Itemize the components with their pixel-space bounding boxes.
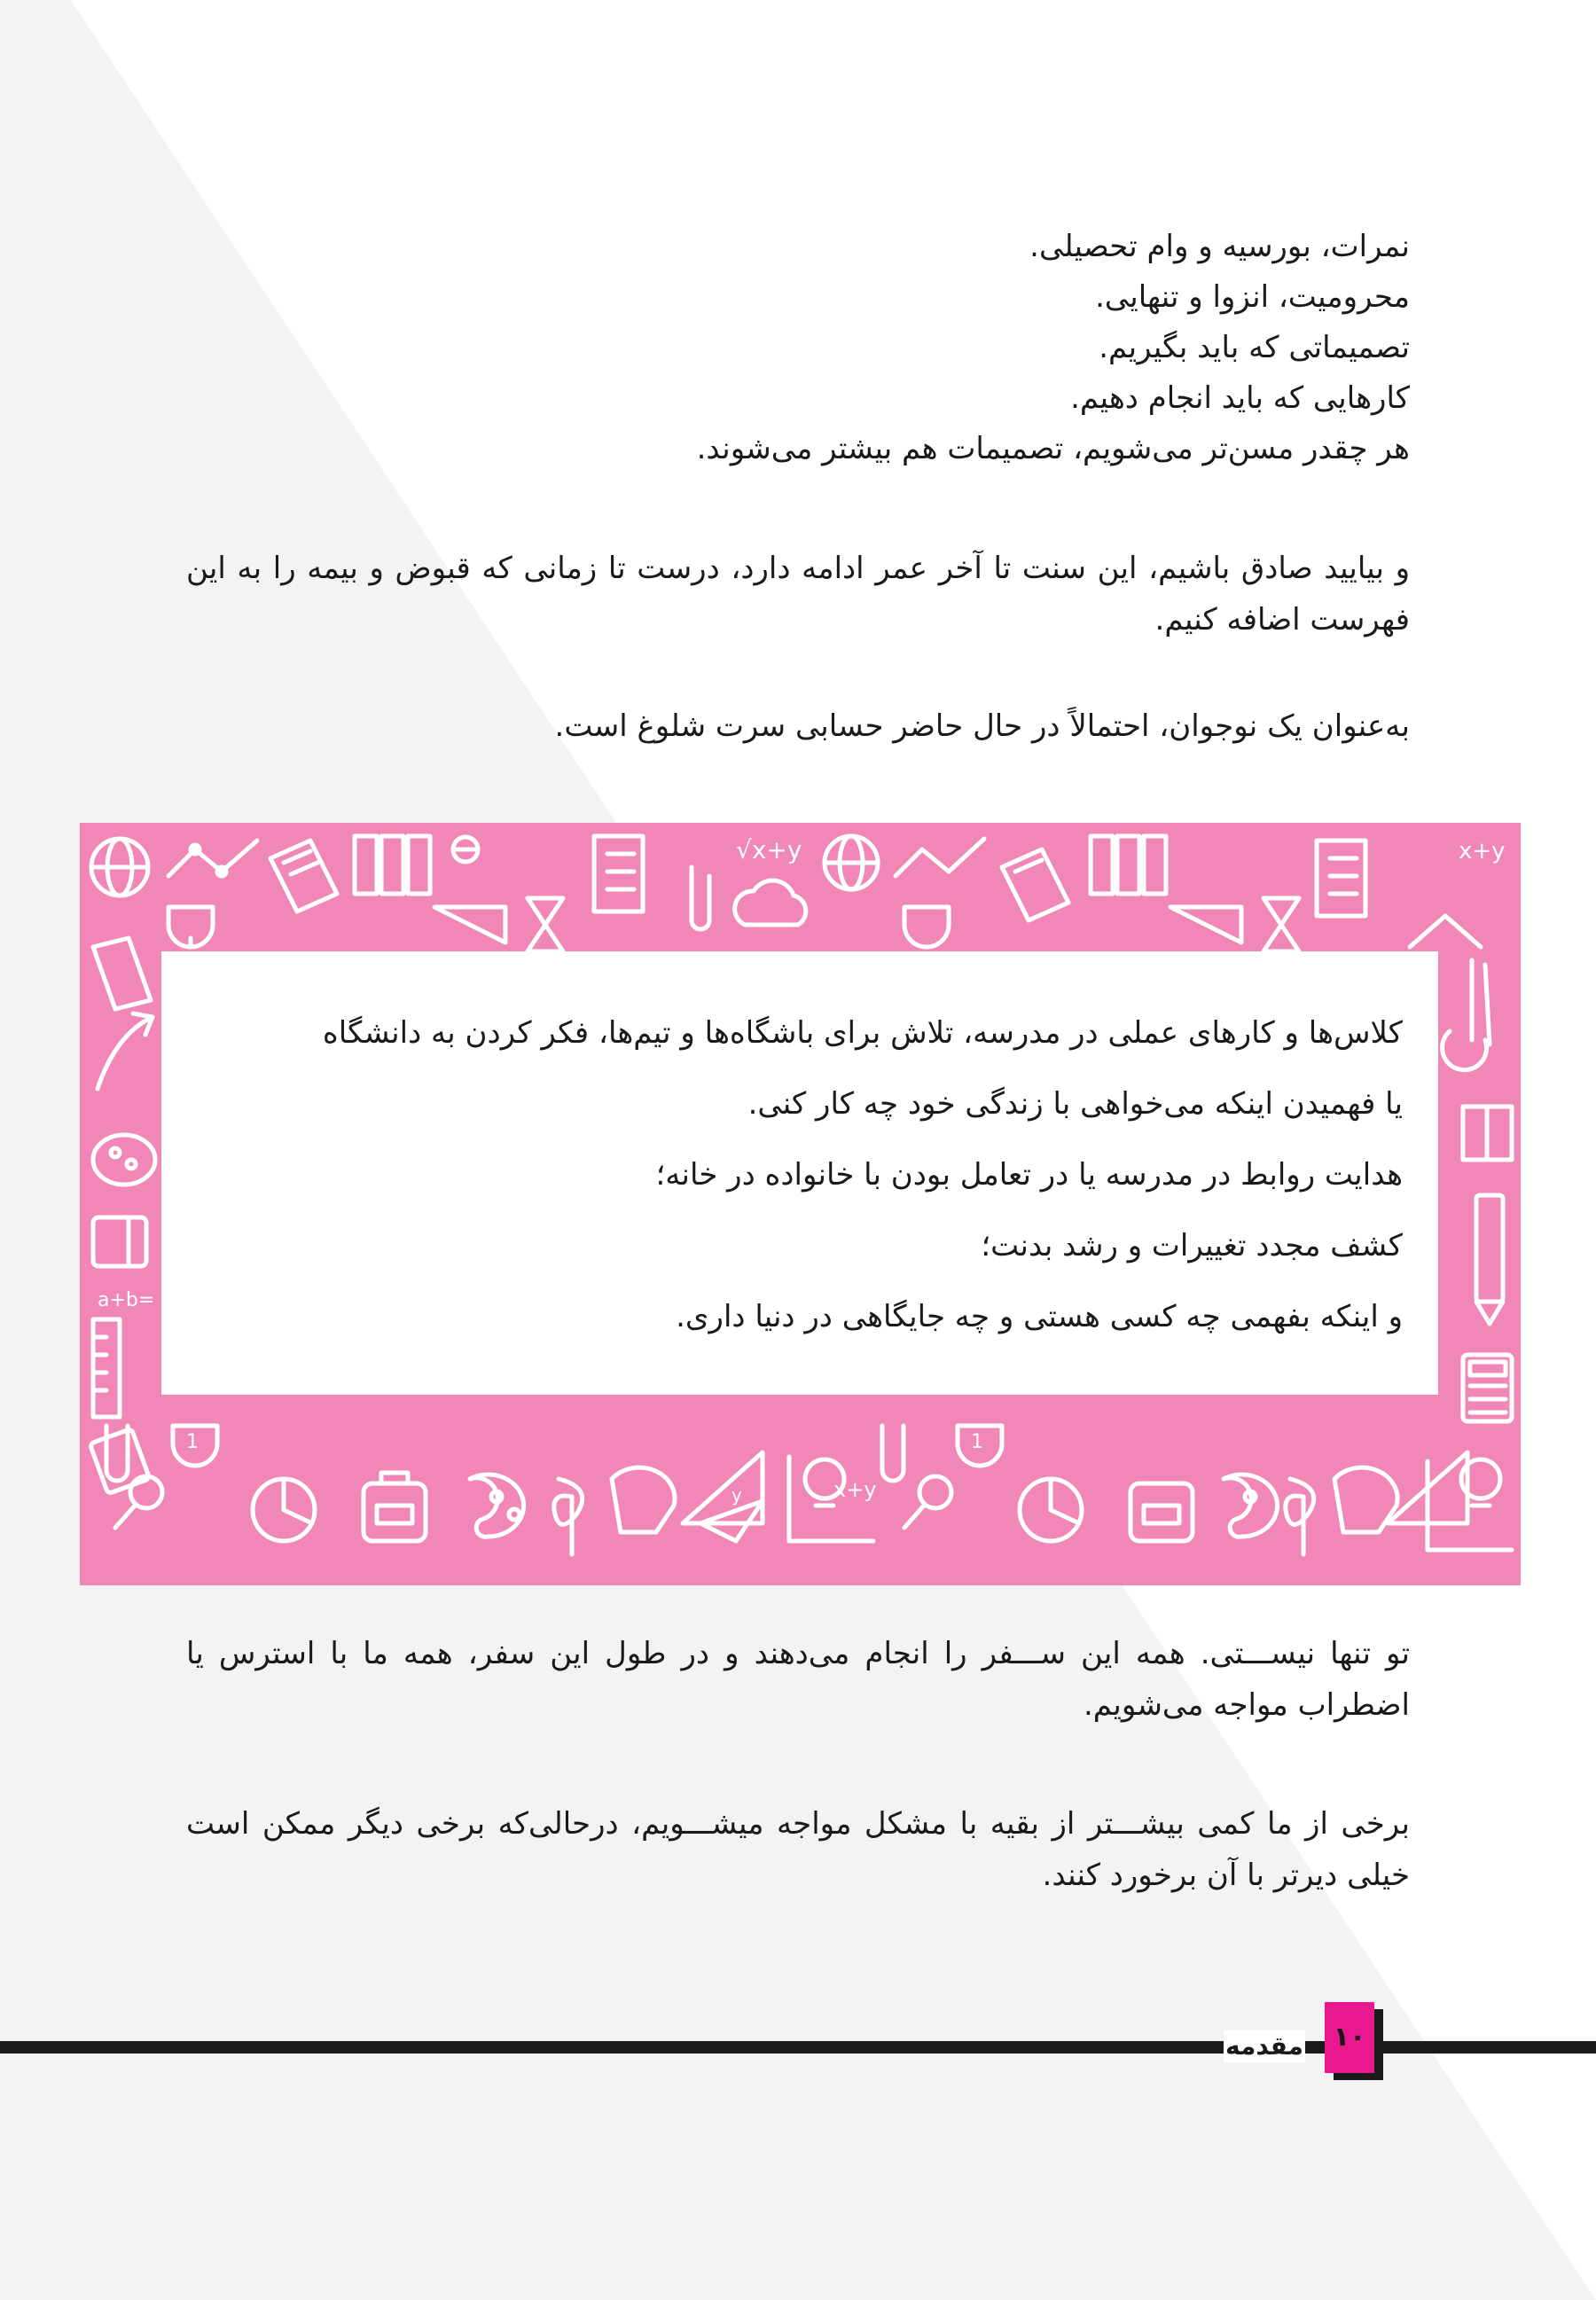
box-line: و اینکه بفهمی چه کسی هستی و چه جایگاهی در دنیا داری. <box>676 1299 1403 1334</box>
svg-text:a+b=: a+b= <box>98 1289 155 1311</box>
backpack-icon <box>612 1467 675 1532</box>
math-formula-icon <box>1459 838 1506 864</box>
box-line: یا فهمیدن اینکه می‌خواهی با زندگی خود چه کار کنی. <box>747 1086 1403 1122</box>
math-formula-icon <box>833 1477 877 1502</box>
trophy-icon <box>958 1426 1002 1466</box>
folders-icon <box>355 836 430 894</box>
globe-icon <box>91 839 148 896</box>
checklist-icon <box>1317 841 1365 916</box>
pencil-icon <box>1472 960 1490 1044</box>
trophy-icon <box>904 907 949 947</box>
list-line: کارهایی که باید انجام دهیم. <box>1070 380 1410 416</box>
box-line: کلاس‌ها و کارهای عملی در مدرسه، تلاش برای باشگاه‌ها و تیم‌ها، فکر کردن به دانشگاه <box>322 1015 1403 1051</box>
list-line: تصمیماتی که باید بگیریم. <box>1099 330 1410 365</box>
book-icon <box>270 841 337 911</box>
svg-text:x+y: x+y <box>1459 838 1506 864</box>
checklist-icon <box>594 836 643 911</box>
calculator-icon <box>1463 1355 1512 1421</box>
flask-icon <box>882 1426 904 1481</box>
chart-icon <box>168 841 257 876</box>
triangle-ruler-icon <box>1170 907 1241 943</box>
ball-icon <box>453 837 478 862</box>
book-icon <box>93 938 151 1009</box>
paragraph-honesty: و بیایید صادق باشیم، این سنت تا آخر عمر ادامه دارد، درست تا زمانی که قبوض و بیمه را به این فهرست اضافه کنیم. <box>186 551 1410 638</box>
svg-text:1: 1 <box>186 1431 199 1453</box>
hourglass-icon <box>528 898 563 951</box>
magnifier-icon <box>904 1476 951 1528</box>
cloud-icon <box>735 880 806 925</box>
music-note-icon <box>554 1479 583 1554</box>
hourglass-icon <box>1264 898 1299 951</box>
backpack-icon <box>1130 1483 1193 1541</box>
decision-list <box>523 222 1410 474</box>
globe-icon <box>825 836 878 889</box>
pie-chart-icon <box>253 1479 315 1541</box>
math-formula-icon <box>736 835 802 864</box>
frame-text <box>188 997 1403 1352</box>
arrow-icon <box>98 1013 153 1089</box>
box-line: هدایت روابط در مدرسه یا در تعامل بودن با خانواده در خانه؛ <box>655 1157 1403 1193</box>
folders-icon <box>1091 836 1166 894</box>
paragraph-not-alone: تو تنها نیســـتی. همه این ســـفر را انجام می‌دهند و در طول این سفر، همه ما با استرس یا اضطراب مواجه می‌شویم. <box>186 1636 1410 1723</box>
tablet-icon <box>93 1217 146 1266</box>
ruler-icon <box>93 1319 120 1417</box>
pie-chart-icon <box>1020 1479 1082 1541</box>
palette-icon <box>470 1475 524 1537</box>
triangle-ruler-icon <box>683 1452 763 1523</box>
svg-text:x+y: x+y <box>833 1477 877 1502</box>
pencil-icon <box>1476 1195 1503 1324</box>
paragraph-teen-busy: به‌عنوان یک نوجوان، احتمالاً در حال حاضر حسابی سرت شلوغ است. <box>554 708 1410 744</box>
house-icon <box>1410 916 1481 947</box>
doodle-frame-box <box>80 823 1521 1585</box>
box-line: کشف مجدد تغییرات و رشد بدنت؛ <box>981 1228 1403 1263</box>
trophy-icon <box>173 1426 217 1466</box>
list-line: هر چقدر مسن‌تر می‌شویم، تصمیمات هم بیشتر می‌شوند. <box>696 431 1410 466</box>
music-note-icon <box>1286 1479 1314 1554</box>
svg-text:1: 1 <box>971 1431 983 1453</box>
svg-text:√x+y: √x+y <box>736 835 802 864</box>
ruler-icon <box>1443 1031 1487 1070</box>
book-icon <box>1002 849 1068 920</box>
list-line: محرومیت، انزوا و تنهایی. <box>1095 279 1410 315</box>
chart-icon <box>896 839 984 876</box>
palette-icon <box>1224 1475 1278 1537</box>
footer-section-label: مقدمه <box>1224 2030 1305 2062</box>
page-number-badge: ۱۰ <box>1325 2002 1374 2073</box>
paragraph-some-of-us: برخی از ما کمی بیشـــتر از بقیه با مشکل مواجه میشـــویم، درحالی‌که برخی دیگر ممکن است خیلی دیرتر با آن برخورد کنند. <box>186 1806 1410 1893</box>
paperclip-icon <box>692 867 709 929</box>
backpack-icon <box>364 1473 426 1541</box>
trophy-icon <box>168 907 213 947</box>
palette-icon <box>93 1135 155 1185</box>
svg-text:y: y <box>732 1484 742 1506</box>
list-line: نمرات، بورسیه و وام تحصیلی. <box>1029 229 1410 264</box>
math-formula-icon <box>98 1289 154 1311</box>
calculator-icon <box>90 1428 150 1493</box>
triangle-ruler-icon <box>434 907 505 943</box>
frame-text-panel <box>161 951 1438 1395</box>
book-icon <box>1463 1107 1512 1160</box>
